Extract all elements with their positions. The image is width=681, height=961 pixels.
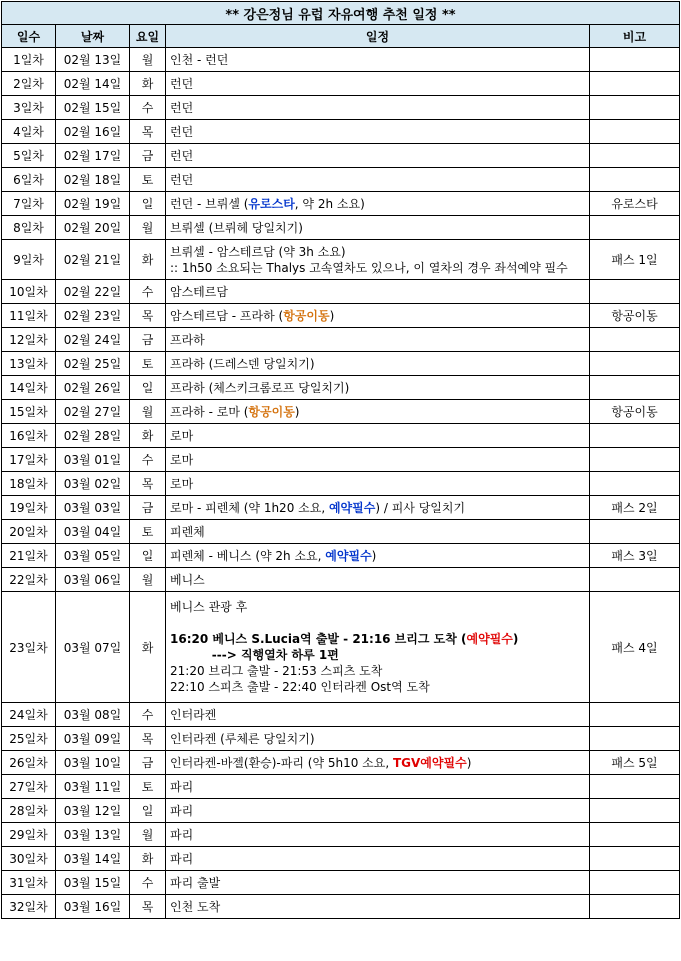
schedule-line [170,148,585,164]
schedule-cell [166,120,590,144]
weekday-cell: 토 [130,775,166,799]
date-cell: 03월 15일 [56,871,130,895]
schedule-text: 인터라켄 (루체른 당일치기) [170,731,315,746]
note-cell [590,472,680,496]
schedule-text: 런던 [170,172,194,187]
day-cell: 19일차 [2,496,56,520]
date-cell: 02월 16일 [56,120,130,144]
note-cell: 패스 1일 [590,240,680,280]
schedule-line [170,52,585,68]
date-cell: 02월 27일 [56,400,130,424]
schedule-text: ) [512,632,519,646]
schedule-line [170,875,585,891]
day-cell: 26일차 [2,751,56,775]
note-cell [590,775,680,799]
weekday-cell: 일 [130,376,166,400]
weekday-cell: 수 [130,871,166,895]
date-cell: 03월 03일 [56,496,130,520]
table-row [2,120,680,144]
schedule-line [170,356,585,372]
day-cell: 7일차 [2,192,56,216]
date-cell: 02월 23일 [56,304,130,328]
day-cell: 2일차 [2,72,56,96]
table-row [2,799,680,823]
schedule-line [170,647,585,663]
table-row [2,72,680,96]
date-cell: 02월 13일 [56,48,130,72]
weekday-cell: 일 [130,192,166,216]
schedule-text: 파리 [170,827,194,842]
table-row [2,192,680,216]
date-cell: 03월 12일 [56,799,130,823]
schedule-text: ) [294,404,300,419]
table-row [2,496,680,520]
note-cell: 패스 4일 [590,592,680,703]
table-row [2,847,680,871]
weekday-cell: 수 [130,703,166,727]
schedule-text: 16:20 베니스 S.Lucia역 출발 - 21:16 브리그 도착 ( [170,632,467,646]
schedule-cell [166,192,590,216]
weekday-cell: 토 [130,520,166,544]
table-row [2,544,680,568]
weekday-cell: 월 [130,216,166,240]
weekday-cell: 일 [130,799,166,823]
schedule-cell [166,871,590,895]
table-row [2,168,680,192]
schedule-text: 암스테르담 - 프라하 ( [170,308,284,323]
schedule-line [170,172,585,188]
weekday-cell: 월 [130,48,166,72]
schedule-text: 런던 [170,76,194,91]
schedule-text [170,616,174,630]
table-row [2,304,680,328]
weekday-cell: 금 [130,751,166,775]
schedule-text: 유로스타 [248,196,295,211]
schedule-text: 피렌체 [170,524,205,539]
schedule-line [170,500,585,516]
day-cell: 12일차 [2,328,56,352]
schedule-cell [166,352,590,376]
note-cell: 유로스타 [590,192,680,216]
date-cell: 03월 11일 [56,775,130,799]
table-row [2,823,680,847]
note-cell [590,72,680,96]
day-cell: 13일차 [2,352,56,376]
day-cell: 17일차 [2,448,56,472]
schedule-line [170,679,585,695]
schedule-text: ) [329,308,335,323]
schedule-cell [166,496,590,520]
schedule-cell [166,799,590,823]
schedule-cell [166,775,590,799]
date-cell: 02월 17일 [56,144,130,168]
note-cell [590,96,680,120]
note-cell: 패스 3일 [590,544,680,568]
schedule-line [170,452,585,468]
weekday-cell: 월 [130,823,166,847]
table-row [2,216,680,240]
schedule-line [170,100,585,116]
table-row [2,895,680,919]
schedule-cell [166,847,590,871]
weekday-cell: 목 [130,304,166,328]
table-row [2,568,680,592]
day-cell: 18일차 [2,472,56,496]
schedule-line [170,899,585,915]
weekday-cell: 일 [130,544,166,568]
date-cell: 02월 19일 [56,192,130,216]
note-cell [590,144,680,168]
schedule-text: 항공이동 [283,308,330,323]
table-row [2,448,680,472]
day-cell: 16일차 [2,424,56,448]
day-cell: 24일차 [2,703,56,727]
schedule-cell [166,376,590,400]
weekday-cell: 화 [130,424,166,448]
schedule-text: 피렌체 - 베니스 (약 2h 소요, [170,548,326,563]
table-row [2,703,680,727]
schedule-text: 예약필수 [325,548,372,563]
schedule-line [170,308,585,324]
schedule-line [170,707,585,723]
schedule-line [170,428,585,444]
schedule-text: 로마 [170,452,194,467]
schedule-cell [166,400,590,424]
day-cell: 5일차 [2,144,56,168]
schedule-line [170,615,585,631]
schedule-line [170,548,585,564]
day-cell: 9일차 [2,240,56,280]
day-cell: 1일차 [2,48,56,72]
schedule-cell [166,216,590,240]
schedule-text: 브뤼셀 (브뤼헤 당일치기) [170,220,303,235]
schedule-text: :: 1h50 소요되는 Thalys 고속열차도 있으나, 이 열차의 경우 좌석예약 필수 [170,260,568,275]
date-cell: 02월 18일 [56,168,130,192]
schedule-cell [166,703,590,727]
note-cell: 패스 2일 [590,496,680,520]
itinerary-table [1,1,680,919]
weekday-cell: 목 [130,895,166,919]
table-row [2,472,680,496]
note-cell: 항공이동 [590,400,680,424]
schedule-text: 파리 [170,851,194,866]
weekday-cell: 금 [130,328,166,352]
schedule-line [170,380,585,396]
weekday-cell: 수 [130,280,166,304]
weekday-cell: 화 [130,72,166,96]
date-cell: 03월 13일 [56,823,130,847]
date-cell: 02월 26일 [56,376,130,400]
day-cell: 23일차 [2,592,56,703]
date-cell: 03월 06일 [56,568,130,592]
note-cell [590,48,680,72]
day-cell: 11일차 [2,304,56,328]
note-cell [590,727,680,751]
schedule-cell [166,96,590,120]
date-cell: 03월 04일 [56,520,130,544]
note-cell [590,168,680,192]
weekday-cell: 수 [130,96,166,120]
schedule-cell [166,751,590,775]
schedule-line [170,332,585,348]
schedule-text: 인터라켄 [170,707,217,722]
table-row [2,96,680,120]
schedule-cell [166,280,590,304]
schedule-text: 인천 도착 [170,899,221,914]
note-cell: 항공이동 [590,304,680,328]
date-cell: 03월 14일 [56,847,130,871]
day-cell: 6일차 [2,168,56,192]
table-row [2,240,680,280]
table-row [2,352,680,376]
table-row [2,727,680,751]
schedule-line [170,779,585,795]
table-row [2,400,680,424]
date-cell: 03월 16일 [56,895,130,919]
schedule-line [170,124,585,140]
schedule-text: 파리 [170,803,194,818]
date-cell: 03월 10일 [56,751,130,775]
date-cell: 02월 14일 [56,72,130,96]
schedule-line [170,631,585,647]
schedule-cell [166,144,590,168]
weekday-cell: 목 [130,472,166,496]
date-cell: 02월 22일 [56,280,130,304]
schedule-text: 예약필수 [466,632,513,646]
day-cell: 22일차 [2,568,56,592]
schedule-cell [166,448,590,472]
day-cell: 27일차 [2,775,56,799]
schedule-line [170,663,585,679]
schedule-line [170,244,585,260]
note-cell [590,703,680,727]
weekday-cell: 수 [130,448,166,472]
day-cell: 3일차 [2,96,56,120]
schedule-cell [166,568,590,592]
schedule-cell [166,823,590,847]
date-cell: 03월 09일 [56,727,130,751]
day-cell: 20일차 [2,520,56,544]
header-date: 날짜 [56,25,130,48]
schedule-cell [166,727,590,751]
weekday-cell: 화 [130,240,166,280]
schedule-line [170,731,585,747]
table-row [2,48,680,72]
note-cell [590,280,680,304]
schedule-text: 베니스 [170,572,205,587]
schedule-line [170,599,585,615]
schedule-cell [166,48,590,72]
date-cell: 03월 07일 [56,592,130,703]
day-cell: 32일차 [2,895,56,919]
date-cell: 02월 25일 [56,352,130,376]
date-cell: 02월 21일 [56,240,130,280]
note-cell [590,799,680,823]
schedule-text: 21:20 브리그 출발 - 21:53 스피츠 도착 [170,664,383,678]
schedule-text: 22:10 스피츠 출발 - 22:40 인터라켄 Ost역 도착 [170,680,430,694]
table-row [2,592,680,703]
date-cell: 03월 02일 [56,472,130,496]
day-cell: 29일차 [2,823,56,847]
schedule-cell [166,328,590,352]
note-cell [590,328,680,352]
page-title: ** 강은정님 유럽 자유여행 추천 일정 ** [2,2,680,25]
note-cell [590,823,680,847]
note-cell [590,216,680,240]
weekday-cell: 월 [130,400,166,424]
schedule-text: 예약필수 [328,500,376,515]
weekday-cell: 금 [130,496,166,520]
schedule-text: 항공이동 [248,404,295,419]
schedule-text: 로마 [170,476,194,491]
schedule-text: 인터라켄-바젤(환승)-파리 (약 5h10 소요, [170,755,393,770]
weekday-cell: 토 [130,352,166,376]
note-cell [590,895,680,919]
schedule-line [170,755,585,771]
date-cell: 03월 08일 [56,703,130,727]
date-cell: 02월 20일 [56,216,130,240]
note-cell [590,568,680,592]
schedule-text: 로마 - 피렌체 (약 1h20 소요, [170,500,329,515]
date-cell: 02월 24일 [56,328,130,352]
note-cell [590,847,680,871]
table-row [2,775,680,799]
weekday-cell: 월 [130,568,166,592]
schedule-text: ) [371,548,377,563]
header-schedule: 일정 [166,25,590,48]
schedule-text: TGV예약필수 [392,755,467,770]
schedule-line [170,404,585,420]
table-row [2,520,680,544]
day-cell: 25일차 [2,727,56,751]
schedule-cell [166,240,590,280]
header-weekday: 요일 [130,25,166,48]
note-cell: 패스 5일 [590,751,680,775]
schedule-text: 브뤼셀 - 암스테르담 (약 3h 소요) [170,244,346,259]
note-cell [590,520,680,544]
header-day: 일수 [2,25,56,48]
note-cell [590,871,680,895]
table-row [2,144,680,168]
schedule-cell [166,304,590,328]
schedule-line [170,476,585,492]
schedule-text: , 약 2h 소요) [294,196,365,211]
day-cell: 8일차 [2,216,56,240]
schedule-text: 런던 [170,100,194,115]
table-row [2,376,680,400]
schedule-text: 로마 [170,428,194,443]
schedule-cell [166,168,590,192]
schedule-line [170,524,585,540]
day-cell: 28일차 [2,799,56,823]
schedule-cell [166,544,590,568]
schedule-text: 암스테르담 [170,284,228,299]
schedule-text: ) [466,755,472,770]
date-cell: 02월 28일 [56,424,130,448]
day-cell: 21일차 [2,544,56,568]
weekday-cell: 화 [130,847,166,871]
table-row [2,424,680,448]
weekday-cell: 목 [130,120,166,144]
day-cell: 15일차 [2,400,56,424]
schedule-text: 런던 [170,148,194,163]
note-cell [590,376,680,400]
schedule-cell [166,472,590,496]
day-cell: 10일차 [2,280,56,304]
itinerary-rows [2,48,680,919]
day-cell: 30일차 [2,847,56,871]
schedule-text: 프라하 - 로마 ( [170,404,249,419]
weekday-cell: 토 [130,168,166,192]
weekday-cell: 목 [130,727,166,751]
schedule-line [170,196,585,212]
schedule-line [170,260,585,276]
schedule-line [170,284,585,300]
weekday-cell: 금 [130,144,166,168]
table-row [2,280,680,304]
schedule-text: 프라하 [170,332,205,347]
schedule-cell [166,424,590,448]
day-cell: 31일차 [2,871,56,895]
note-cell [590,448,680,472]
schedule-line [170,827,585,843]
date-cell: 03월 05일 [56,544,130,568]
schedule-cell [166,895,590,919]
schedule-text: ) / 피사 당일치기 [375,500,466,515]
schedule-text: 프라하 (드레스덴 당일치기) [170,356,315,371]
schedule-text: 인천 - 런던 [170,52,229,67]
schedule-line [170,76,585,92]
note-cell [590,352,680,376]
schedule-text: ---> 직행열차 하루 1편 [170,648,339,662]
schedule-line [170,572,585,588]
table-row [2,751,680,775]
day-cell: 14일차 [2,376,56,400]
weekday-cell: 화 [130,592,166,703]
note-cell [590,120,680,144]
date-cell: 02월 15일 [56,96,130,120]
schedule-text: 베니스 관광 후 [170,600,248,614]
schedule-cell [166,72,590,96]
schedule-text: 런던 [170,124,194,139]
schedule-text: 파리 출발 [170,875,221,890]
schedule-text: 파리 [170,779,194,794]
table-row [2,328,680,352]
table-row [2,871,680,895]
schedule-line [170,220,585,236]
schedule-cell [166,520,590,544]
schedule-line [170,803,585,819]
schedule-cell [166,592,590,703]
day-cell: 4일차 [2,120,56,144]
header-note: 비고 [590,25,680,48]
schedule-line [170,851,585,867]
date-cell: 03월 01일 [56,448,130,472]
note-cell [590,424,680,448]
schedule-text: 프라하 (체스키크롬로프 당일치기) [170,380,350,395]
schedule-text: 런던 - 브뤼셀 ( [170,196,249,211]
